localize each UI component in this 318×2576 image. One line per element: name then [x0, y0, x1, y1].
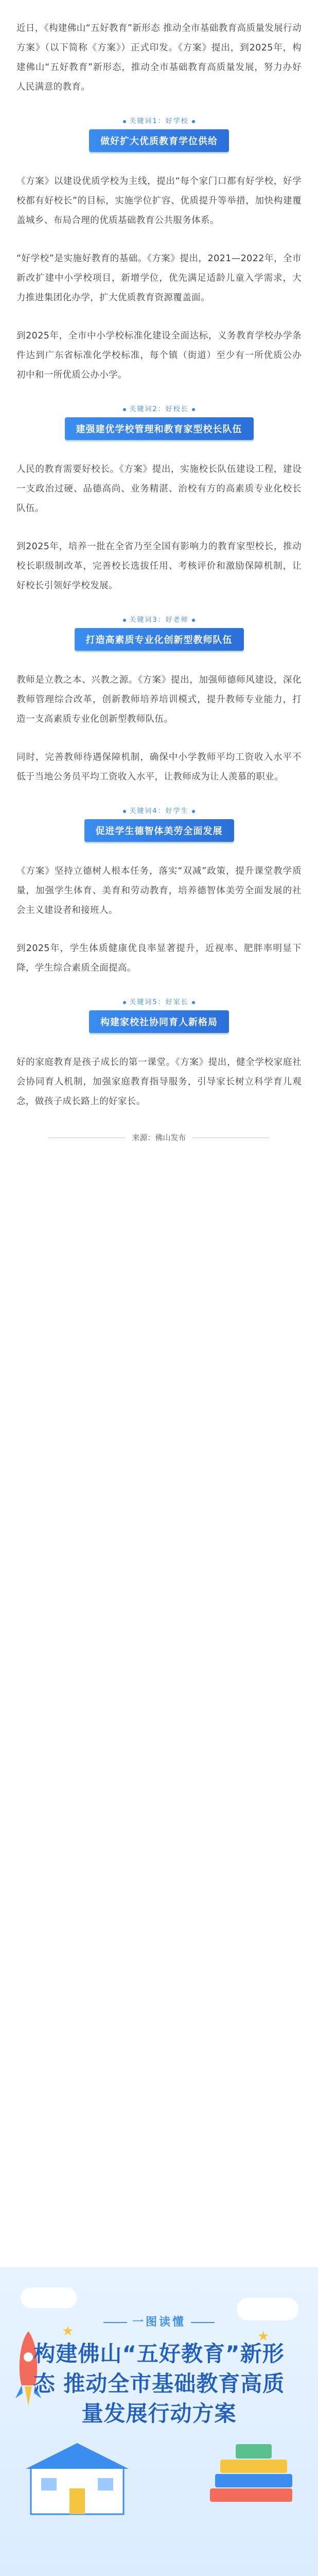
dot-icon [192, 120, 195, 123]
section-title-1: 做好扩大优质教育学位供给 [89, 129, 229, 152]
poster-kicker-text: 一图读懂 [132, 2316, 186, 2329]
paragraph: 好的家庭教育是孩子成长的第一课堂。《方案》提出，健全学校家庭社会协同育人机制，加强家庭教育指导服务，引导家长树立科学育儿观念，做孩子成长路上的好家长。 [16, 1057, 302, 1107]
cloud-icon [21, 2287, 77, 2308]
dot-icon [123, 120, 126, 123]
section-eyebrow-1 [16, 115, 302, 125]
paragraph: 《方案》以建设优质学校为主线，提出“每个家门口都有好学校，好学校都有好校长”的目标，实施学位扩容、优质提升等举措，加快构建覆盖城乡、布局合理的优质基础教育公共服务体系。 [16, 176, 302, 226]
poster-title: 构建佛山“五好教育”新形态 推动全市基础教育高质量发展行动方案 [33, 2341, 285, 2426]
poster-header [0, 2267, 318, 2535]
section-eyebrow-text: 关键词1：好学校 [129, 117, 189, 125]
section-eyebrow-text: 关键词3：好老师 [129, 616, 189, 624]
section-header-3 [16, 614, 302, 651]
section-eyebrow-5 [16, 996, 302, 1006]
section-header-2 [16, 403, 302, 440]
dot-icon [192, 408, 195, 411]
kicker-line [103, 2322, 127, 2323]
article [0, 0, 318, 1143]
paragraph: “好学校”是实施好教育的基础。《方案》提出，2021—2022年，全市新改扩建中小学校项目，新增学位，优先满足适龄儿童入学需求，大力推进集团化办学，扩大优质教育资源覆盖面。 [16, 253, 302, 303]
dot-icon [192, 1001, 195, 1004]
paragraph: 人民的教育需要好校长。《方案》提出，实施校长队伍建设工程，建设一支政治过硬、品德高尚、业务精湛、治校有方的高素质专业化校长队伍。 [16, 464, 302, 514]
section-header-4 [16, 805, 302, 842]
section-header-1 [16, 115, 302, 152]
paragraph: 到2025年，全市中小学校标准化建设全面达标，义务教育学校办学条件达到广东省标准化学校标准，每个镇（街道）至少有一所优质公办初中和一所优质公办小学。 [16, 331, 302, 380]
dot-icon [192, 810, 195, 813]
section-title-2: 建强建优学校管理和教育家型校长队伍 [65, 417, 254, 440]
dot-icon [192, 619, 195, 622]
section-eyebrow-text: 关键词5：好家长 [129, 998, 189, 1006]
section-eyebrow-text: 关键词2：好校长 [129, 405, 189, 413]
dot-icon [123, 810, 126, 813]
infographic-poster [0, 2267, 318, 2576]
dot-icon [123, 408, 126, 411]
books-icon [200, 2437, 303, 2514]
paragraph: 同时，完善教师待遇保障机制，确保中小学教师平均工资收入水平不低于当地公务员平均工资收入水平，让教师成为让人羡慕的职业。 [16, 752, 302, 782]
section-eyebrow-2 [16, 403, 302, 413]
paragraph: 到2025年，学生体质健康优良率显著提升，近视率、肥胖率明显下降，学生综合素质全面提高。 [16, 943, 302, 973]
paragraph: 到2025年，培养一批在全省乃至全国有影响力的教育家型校长，推动校长职级制改革，完善校长选拔任用、考核评价和激励保障机制，让好校长引领好学校发展。 [16, 541, 302, 591]
section-eyebrow-4 [16, 805, 302, 815]
end-divider [16, 1132, 302, 1143]
lead-paragraph: 近日，《构建佛山“五好教育”新形态 推动全市基础教育高质量发展行动方案》（以下简称《方案》）正式印发。《方案》提出，到2025年，构建佛山“五好教育”新形态，推动全市基础教育高质量发展，努力办好人民满意的教育。 [16, 23, 302, 92]
dot-icon [123, 1001, 126, 1004]
dot-icon [123, 619, 126, 622]
school-building-icon [21, 2437, 134, 2519]
paragraph: 《方案》坚持立德树人根本任务，落实“双减”政策，提升课堂教学质量，加强学生体育、美育和劳动教育，培养德智体美劳全面发展的社会主义建设者和接班人。 [16, 866, 302, 916]
section-eyebrow-text: 关键词4：好学生 [129, 807, 189, 815]
star-icon: ★ [62, 2324, 74, 2339]
section-header-5 [16, 996, 302, 1033]
star-icon: ★ [257, 2329, 270, 2344]
paragraph: 教师是立教之本、兴教之源。《方案》提出，加强师德师风建设，深化教师管理综合改革，创新教师培养培训模式，提升教师专业能力，打造一支高素质专业化创新型教师队伍。 [16, 675, 302, 724]
kicker-line [191, 2322, 215, 2323]
section-title-3: 打造高素质专业化创新型教师队伍 [75, 628, 244, 651]
end-text: 来源：佛山发布 [132, 1133, 186, 1142]
poster-kicker [0, 2313, 318, 2329]
section-title-4: 促进学生德智体美劳全面发展 [84, 819, 234, 842]
section-title-5: 构建家校社协同育人新格局 [89, 1010, 229, 1033]
section-eyebrow-3 [16, 614, 302, 624]
